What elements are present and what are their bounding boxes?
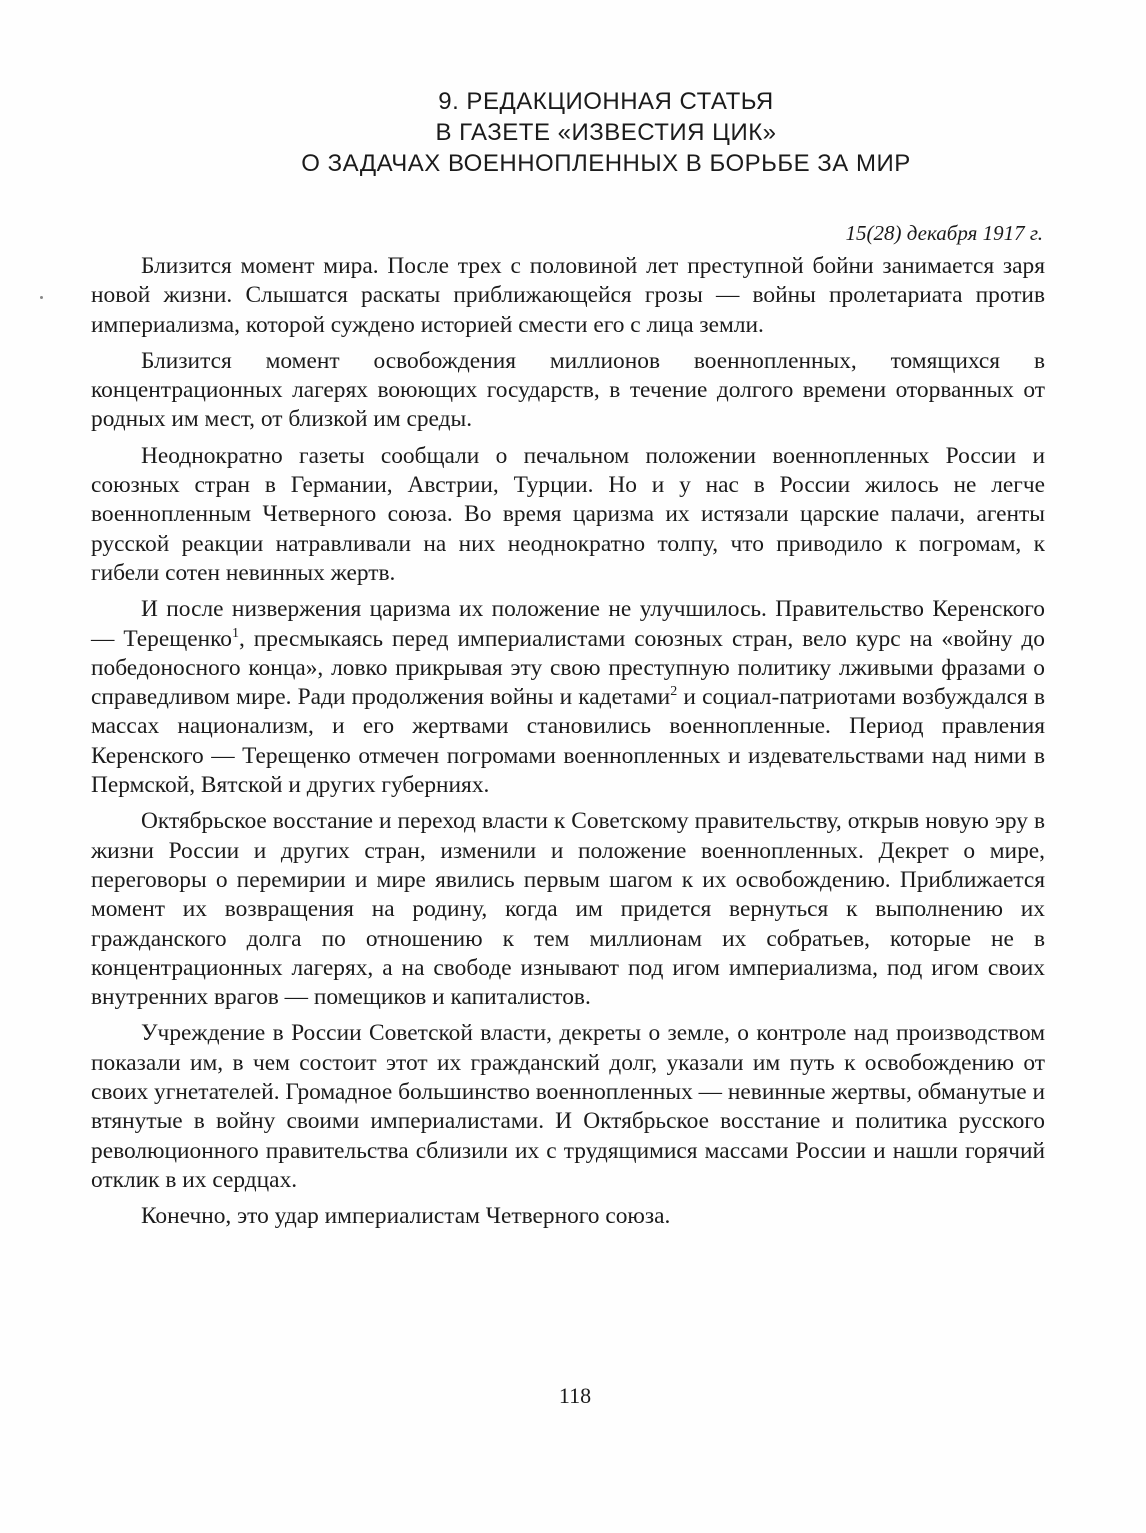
page-number: 118 — [558, 1383, 592, 1408]
paragraph-4-part-3: и социал-патриотами возбуждался в массах национализм, и его жертвами становились военнопленные. Период правления Керенского — Терещенко отмечен погромами военнопленных и издевательствами над ними в Пермской, Вятской и других губерниях. — [91, 684, 1045, 799]
title-line-2: В ГАЗЕТЕ «ИЗВЕСТИЯ ЦИК» — [435, 119, 777, 146]
title-line-3: О ЗАДАЧАХ ВОЕННОПЛЕННЫХ В БОРЬБЕ ЗА МИР — [301, 150, 911, 177]
footnote-ref-1: 1 — [231, 625, 239, 641]
article-date: 15(28) декабря 1917 г. — [845, 221, 1043, 245]
title-line-1: 9. РЕДАКЦИОННАЯ СТАТЬЯ — [438, 88, 774, 115]
footnote-ref-2: 2 — [670, 684, 678, 700]
paragraph-5: Октябрьское восстание и переход власти к Советскому правительству, открыв новую эру в жизни России и других стран, изменили и положение военнопленных. Декрет о мире, переговоры о перемирии и мире явились первым шагом к их освобождению. Приближается момент их возвращения на родину, когда им придется вернуться к выполнению их гражданского долга по отношению к тем миллионам их собратьев, которые не в концентрационных лагерях, а на свободе изнывают под игом империализма, под игом своих внутренних врагов — помещиков и капиталистов. — [91, 808, 1045, 1011]
paragraph-2: Близится момент освобождения миллионов военнопленных, томящихся в концентрационных лагерях воюющих государств, в течение долгого времени оторванных от родных им мест, от близкой им среды. — [91, 347, 1045, 433]
margin-speck — [40, 296, 43, 299]
paragraph-3: Неоднократно газеты сообщали о печальном положении военнопленных России и союзных стран в Германии, Австрии, Турции. Но и у нас в России жилось не легче военнопленным Четверного союза. Во время царизма их истязали царские палачи, агенты русской реакции натравливали на них неоднократно толпу, что приводило к погромам, к гибели сотен невинных жертв. — [91, 442, 1045, 586]
article-body — [91, 252, 1045, 1239]
paragraph-1: Близится момент мира. После трех с половиной лет преступной бойни занимается заря новой жизни. Слышатся раскаты приближающейся грозы — войны пролетариата против империализма, которой суждено историей смести его с лица земли. — [91, 253, 1045, 338]
paragraph-6: Учреждение в России Советской власти, декреты о земле, о контроле над производством показали им, в чем состоит этот их гражданский долг, указали им путь к освобождению от своих угнетателей. Громадное большинство военнопленных — невинные жертвы, обманутые и втянутые в войну своими империалистами. И Октябрьское восстание и политика русского революционного правительства сблизили их с трудящимися массами России и нашли горячий отклик в их сердцах. — [91, 1020, 1045, 1193]
paragraph-4-part-1: И после низвержения царизма их положение не улучшилось. Правительство Керенского — Терещенко — [91, 596, 1045, 652]
paragraph-4-part-2: , пресмыкаясь перед империалистами союзных стран, вело курс на «войну до победоносного конца», ловко прикрывая эту свою преступную политику лживыми фразами о справедливом мире. Ради продолжения войны и кадетами — [91, 625, 1045, 711]
paragraph-4 — [91, 595, 1045, 800]
article-title — [0, 86, 1146, 179]
paragraph-7: Конечно, это удар империалистам Четверного союза. — [141, 1203, 671, 1230]
